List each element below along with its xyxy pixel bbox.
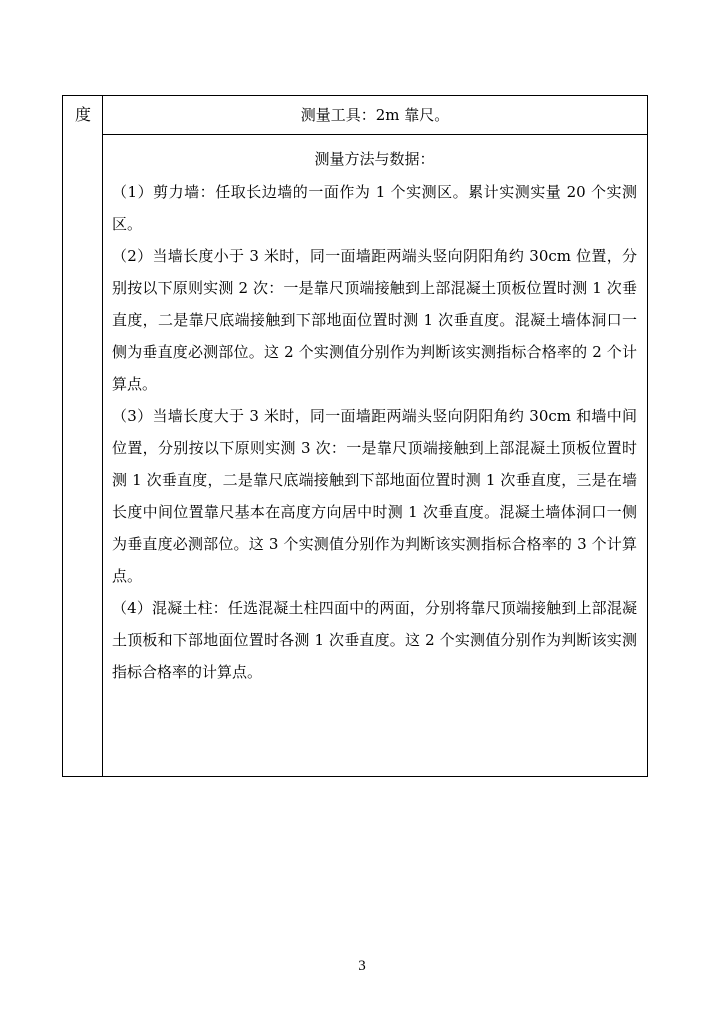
- row-divider: [103, 134, 647, 135]
- page-number: 3: [358, 958, 366, 974]
- method-section: [112, 145, 637, 688]
- paragraph-short-wall: （2）当墙长度小于 3 米时，同一面墙距两端头竖向阴阳角约 30cm 位置，分别按以下原则实测 2 次：一是靠尺顶端接触到上部混凝土顶板位置时测 1 次垂直度，二是靠尺底端接触到下部地面位置时测 1 次垂直度。混凝土墙体洞口一侧为垂直度必测部位。这 2 个实测值分别作为判断该实测指标合格率的 2 个计算点。: [112, 247, 637, 393]
- measurement-table: [62, 95, 648, 777]
- left-column: [63, 96, 103, 776]
- paragraph-column: （4）混凝土柱：任选混凝土柱四面中的两面，分别将靠尺顶端接触到上部混凝土顶板和下部地面位置时各测 1 次垂直度。这 2 个实测值分别作为判断该实测指标合格率的计算点。: [112, 599, 637, 681]
- measuring-tool-text: 测量工具：2m 靠尺。: [300, 106, 450, 124]
- paragraph-shear-wall: （1）剪力墙：任取长边墙的一面作为 1 个实测区。累计实测实量 20 个实测区。: [112, 183, 637, 233]
- left-column-label: 度: [74, 105, 91, 124]
- paragraph-long-wall: （3）当墙长度大于 3 米时，同一面墙距两端头竖向阴阳角约 30cm 和墙中间位置，分别按以下原则实测 3 次：一是靠尺顶端接触到上部混凝土顶板位置时测 1 次垂直度，二是靠尺底端接触到下部地面位置时测 1 次垂直度，三是在墙长度中间位置靠尺基本在高度方向居中时测 1 次垂直度。混凝土墙体洞口一侧为垂直度必测部位。这 3 个实测值分别作为判断该实测指标合格率的 3 个计算点。: [112, 407, 637, 585]
- method-heading: 测量方法与数据：: [314, 150, 435, 168]
